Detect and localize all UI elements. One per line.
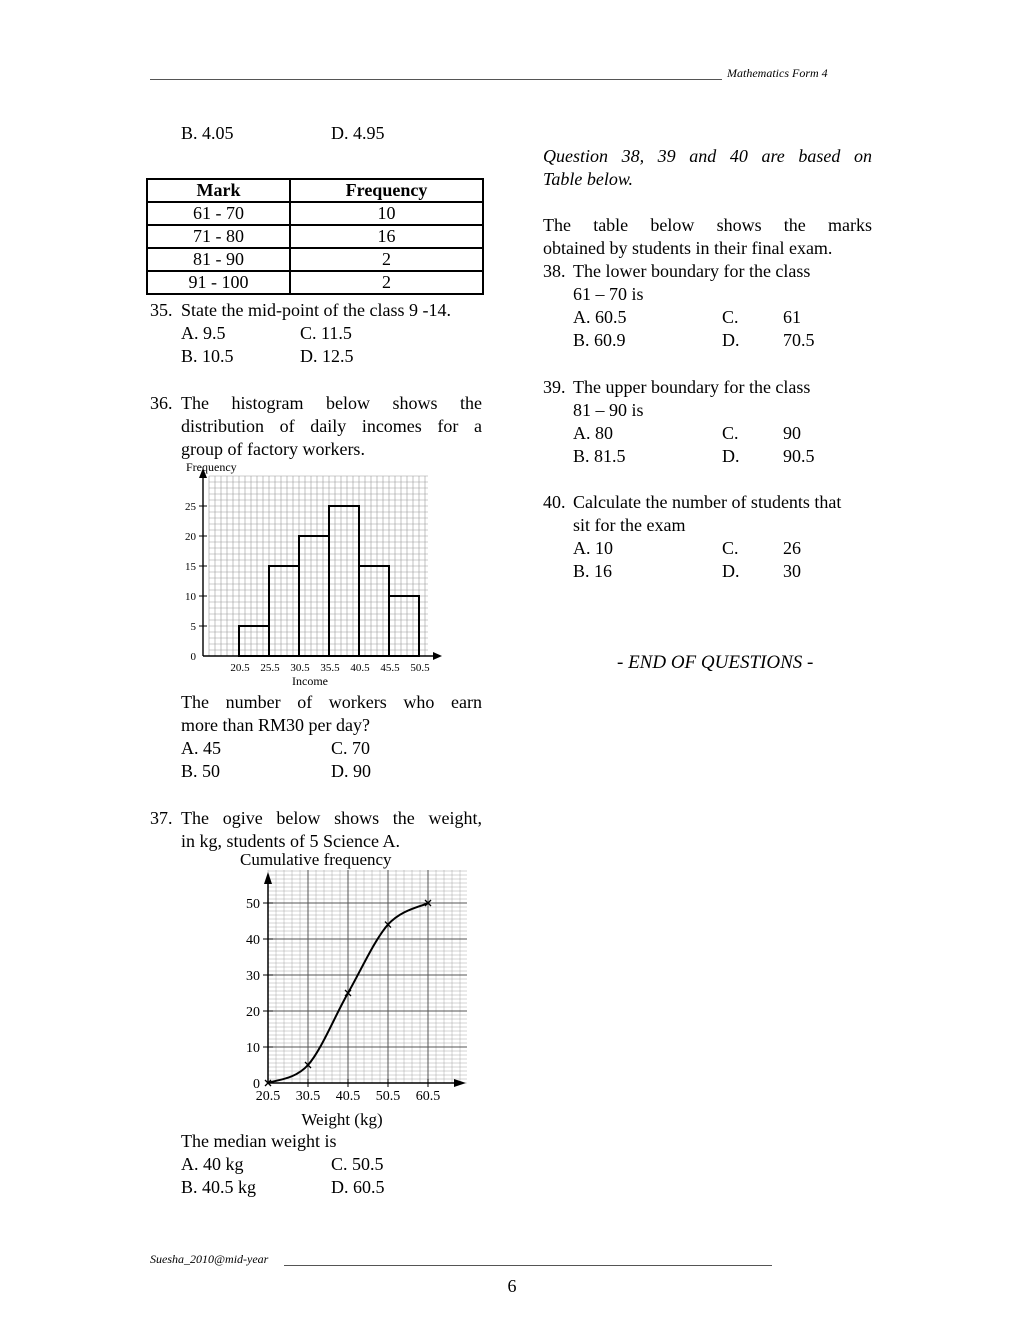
table-cell-frequency: 16 [290,225,483,248]
intro-line2: Table below. [543,169,634,189]
x-tick-label: 40.5 [350,662,370,674]
q40-line2: sit for the exam [573,515,686,535]
x-axis-arrow [433,652,442,660]
table-header-mark: Mark [147,179,290,202]
y-tick-label: 20 [185,531,196,543]
histogram-bar [269,566,299,656]
q37-line1: The ogive below shows the weight, [181,808,482,828]
table-cell-frequency: 2 [290,248,483,271]
table-cell-mark: 91 - 100 [147,271,290,294]
ogive-grid [268,870,467,1083]
histogram-bar [239,626,269,656]
table-header-frequency: Frequency [290,179,483,202]
histogram-bars [239,506,419,656]
q38-number: 38. [543,261,566,281]
x-tick-label: 40.5 [335,1089,361,1104]
page-number: 6 [507,1276,517,1296]
q40-option-c-letter: C. [722,538,739,558]
mark-frequency-table [146,178,484,295]
x-tick-label: 20.5 [255,1089,281,1104]
q40-number: 40. [543,492,566,512]
x-tick-label: 30.5 [295,1089,321,1104]
y-tick-label: 20 [246,1005,260,1020]
q38-option-a: A. 60.5 [573,307,627,327]
y-tick-label: 0 [190,651,196,663]
q37-follow: The median weight is [181,1131,337,1151]
ogive-y-label: Cumulative frequency [240,850,392,869]
q36-follow2: more than RM30 per day? [181,715,370,735]
q35-option-c: C. 11.5 [300,323,352,343]
x-tick-label: 50.5 [410,662,430,674]
table-cell-frequency: 10 [290,202,483,225]
table-row [147,225,483,248]
table-row [147,248,483,271]
histogram-grid [209,476,428,656]
x-tick-label: 45.5 [380,662,400,674]
q36-line3: group of factory workers. [181,439,365,459]
intro-line3: The table below shows the marks [543,215,872,235]
q40-option-c: 26 [783,538,801,558]
x-tick-label: 30.5 [290,662,310,674]
y-axis-arrow [264,872,272,884]
ogive-x-label: Weight (kg) [301,1110,383,1129]
q39-line1: The upper boundary for the class [573,377,811,397]
q37-option-a: A. 40 kg [181,1154,244,1174]
header-rule [150,79,722,80]
q34-option-d: D. 4.95 [331,123,385,143]
y-tick-label: 10 [246,1041,260,1056]
end-of-questions: - END OF QUESTIONS - [617,652,814,673]
q38-option-d: 70.5 [783,330,815,350]
y-tick-label: 30 [246,969,260,984]
q39-option-c-letter: C. [722,423,739,443]
q39-option-b: B. 81.5 [573,446,626,466]
table-row [147,271,483,294]
x-tick-label: 20.5 [230,662,250,674]
ogive-chart [230,848,475,1130]
q35-text: State the mid-point of the class 9 -14. [181,300,451,320]
q38-option-c: 61 [783,307,801,327]
q35-option-b: B. 10.5 [181,346,234,366]
histogram-axes [199,468,442,660]
footer-author: Suesha_2010@mid-year [150,1252,269,1266]
y-tick-label: 5 [190,621,196,633]
x-tick-label: 35.5 [320,662,340,674]
q36-option-c: C. 70 [331,738,371,758]
q40-option-a: A. 10 [573,538,613,558]
q38-line1: The lower boundary for the class [573,261,811,281]
q40-option-d-letter: D. [722,561,740,581]
q37-option-c: C. 50.5 [331,1154,384,1174]
q40-line1: Calculate the number of students that [573,492,842,512]
q37-line2: in kg, students of 5 Science A. [181,831,400,851]
q36-line1: The histogram below shows the [181,393,482,413]
q36-number: 36. [150,393,173,413]
q39-number: 39. [543,377,566,397]
q39-option-c: 90 [783,423,801,443]
q36-option-a: A. 45 [181,738,221,758]
q35-option-d: D. 12.5 [300,346,354,366]
header-subject: Mathematics Form 4 [727,66,828,80]
y-tick-label: 40 [246,933,260,948]
q34-option-b: B. 4.05 [181,123,234,143]
q37-option-b: B. 40.5 kg [181,1177,257,1197]
x-tick-label: 50.5 [375,1089,401,1104]
table-cell-mark: 81 - 90 [147,248,290,271]
intro-line1: Question 38, 39 and 40 are based on [543,146,872,166]
x-tick-label: 60.5 [415,1089,441,1104]
q36-option-d: D. 90 [331,761,371,781]
q36-follow1: The number of workers who earn [181,692,482,712]
q37-option-d: D. 60.5 [331,1177,385,1197]
histogram-bar [329,506,359,656]
table-cell-mark: 71 - 80 [147,225,290,248]
histogram-chart [176,458,446,694]
q39-line2: 81 – 90 is [573,400,644,420]
q36-option-b: B. 50 [181,761,221,781]
q38-line2: 61 – 70 is [573,284,644,304]
q35-option-a: A. 9.5 [181,323,226,343]
y-tick-label: 0 [253,1077,260,1092]
y-tick-label: 50 [246,897,260,912]
q38-option-d-letter: D. [722,330,740,350]
x-tick-label: 25.5 [260,662,280,674]
histogram-x-label: Income [292,674,328,688]
table-cell-frequency: 2 [290,271,483,294]
intro-line4: obtained by students in their final exam. [543,238,833,258]
q39-option-a: A. 80 [573,423,613,443]
q39-option-d-letter: D. [722,446,740,466]
table-cell-mark: 61 - 70 [147,202,290,225]
q35-number: 35. [150,300,173,320]
q37-number: 37. [150,808,173,828]
q38-option-c-letter: C. [722,307,739,327]
q36-line2: distribution of daily incomes for a [181,416,482,436]
y-tick-label: 15 [185,561,196,573]
q40-option-d: 30 [783,561,801,581]
histogram-bar [359,566,389,656]
q39-option-d: 90.5 [783,446,815,466]
histogram-y-label: Frequency [186,460,237,474]
q38-option-b: B. 60.9 [573,330,626,350]
q40-option-b: B. 16 [573,561,613,581]
y-tick-label: 10 [185,591,196,603]
footer-rule [284,1265,772,1266]
y-tick-label: 25 [185,501,196,513]
table-row [147,202,483,225]
